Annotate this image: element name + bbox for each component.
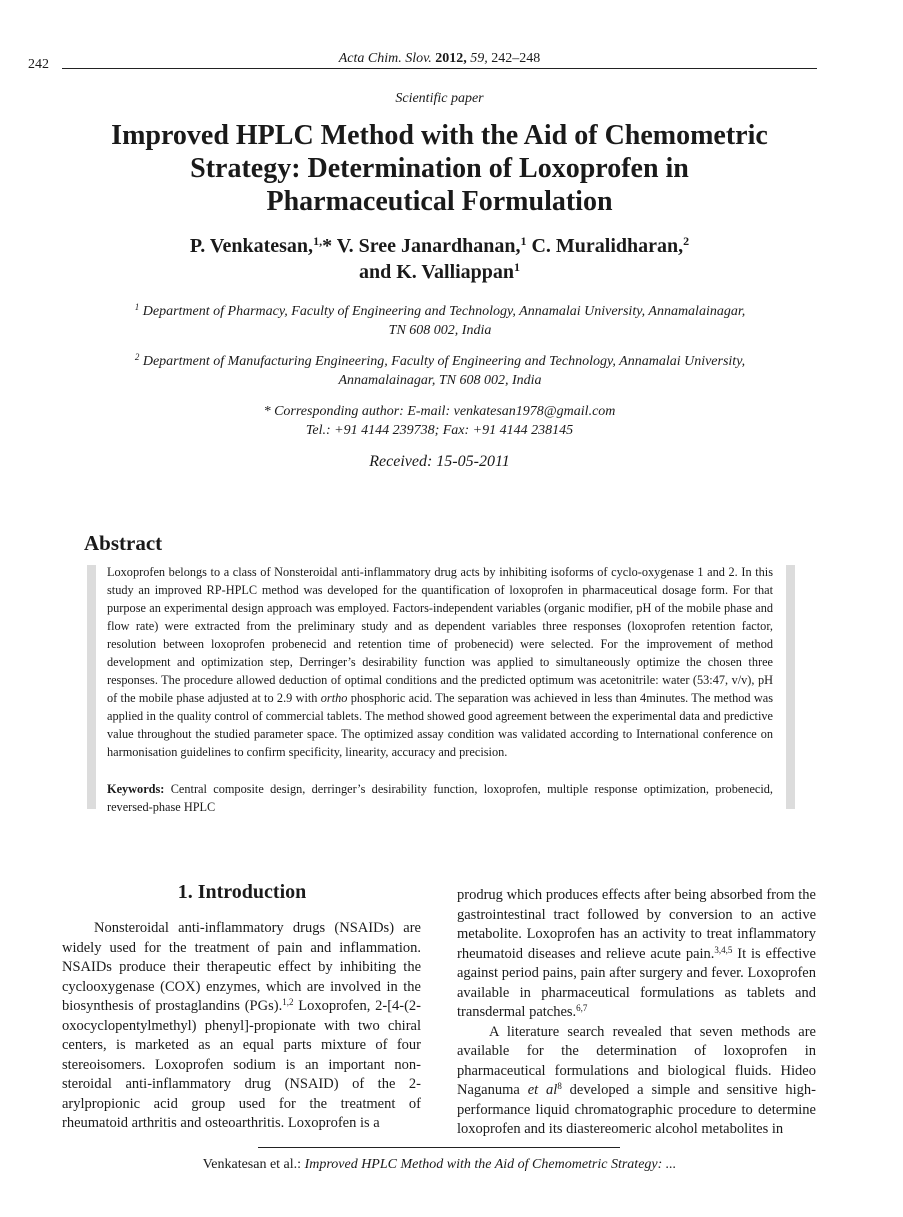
correspondence [62,402,817,440]
page-number: 242 [28,57,49,72]
author-connector: and [358,261,392,283]
paper-title [62,119,817,218]
body-paragraph [62,919,421,1134]
affiliation-line: TN 608 002, India [388,323,492,338]
author-affil-mark: 1 [520,234,527,248]
paragraph-text: It is effective against period pains, pain after surgery and fever. Loxoprofen available in pharmaceutical formulations as tablets and transdermal patches. [457,945,816,1020]
author-name: V. Sree Janardhanan, [336,235,521,257]
citation: 6,7 [576,1003,588,1013]
abstract-text [107,563,773,761]
citation: 8 [557,1081,562,1091]
running-footer [62,1157,817,1173]
header-rule [62,68,817,69]
paragraph-text: prodrug which produces effects after being absorbed from the gastrointestinal tract followed by conversion to an active metabolite. Loxoprofen has an activity to treat inflammatory rheumatoid diseases and relieve acute pain. [457,887,816,962]
paragraph-text: developed a simple and sensitive high-performance liquid chromatographic procedure to determine loxoprofen and its diastereomeric alcohol metabolites in [457,1082,816,1137]
abstract-heading: Abstract [84,531,163,555]
journal-name: Acta Chim. Slov. [338,51,432,66]
title-line: Pharmaceutical Formulation [266,186,613,217]
section-heading: 1. Introduction [177,881,307,903]
journal-volume: 59, [470,51,488,66]
italic-text: et al [527,1082,558,1098]
author-name: P. Venkatesan, [189,235,314,257]
affiliation-line: Annamalainagar, TN 608 002, India [338,373,542,388]
author-affil-mark: 1 [514,260,521,274]
abstract-right-bar [786,565,795,809]
paragraph-text: A literature search revealed that seven methods are available for the determination of loxoprofen in pharmaceutical formulations and biological fluids. Hideo Naganuma [457,1023,816,1098]
author-affil-mark: 1, [313,234,323,248]
received-date: Received: 15-05-2011 [369,453,510,470]
citation: 1,2 [282,997,294,1007]
abstract-text-part: phosphoric acid. The separation was achieved in less than 4minutes. The method was applied in the quality control of commercial tablets. The method showed good agreement between the experimental data and predictive value throughout the studied parameter space. The optimized assay condition was validated according to International conference on harmonisation guidelines to confirm specificity, linearity, accuracy and precision. [107,691,774,759]
keywords-label: Keywords: [107,782,165,796]
abstract-text-part: Loxoprofen belongs to a class of Nonsteroidal anti-inflammatory drug acts by inhibiting isoforms of cyclo-oxygenase 1 and 2. In this study an improved RP-HPLC method was developed for the quantification of loxoprofen in pharmaceutical dosage form. For that purpose an experimental design approach was employed. Factors-independent variables (organic modifier, pH of the mobile phase and flow rate) were extracted from the preliminary study and as dependent variables three responses (loxoprofen retention factor, resolution between loxoprofen probenecid and retention time of probenecid) were selected. For the improvement of method development and optimization step, Derringer’s desirability function was applied to simultaneously optimize the chosen three responses. The procedure allowed deduction of optimal conditions and the predicted optimum was acetonitrile: water (53:47, v/v), pH of the mobile phase adjusted at to 2.9 with [107,565,773,705]
journal-pages: 242–248 [491,51,541,66]
affiliation [100,302,780,340]
right-column [457,886,816,1140]
citation: 3,4,5 [714,944,733,955]
title-line: Strategy: Determination of Loxoprofen in [190,153,689,184]
paragraph-text: Loxoprofen, 2-[4-(2-oxocyclopentylmethyl) phenyl]-propionate with two chiral centers, is marketed as an equal parts mixture of four stereoisomers. Loxoprofen sodium is an important non-steroidal anti-inflammatory drug (NSAID) of the 2-arylpropionic acid group used for the treatment of rheumatoid arthritis and osteoarthritis. Loxoprofen is a [62,998,422,1131]
paragraph-text: Nonsteroidal anti-inflammatory drugs (NSAIDs) are widely used for the treatment of pain and inflammation. NSAIDs produce their therapeutic effect by inhibiting the cyclooxygenase (COX) enzymes, which are involved in the biosynthesis of prostaglandins (PGs). [62,920,421,1014]
left-column [62,919,421,1134]
author-list [62,233,817,285]
running-head [62,51,817,67]
correspondence-email: * Corresponding author: E-mail: venkatesan1978@gmail.com [263,404,616,419]
author-name: K. Valliappan [396,261,515,283]
affiliation-line: Department of Manufacturing Engineering, Faculty of Engineering and Technology, Annamalai University, [142,354,746,369]
author-affil-mark: 2 [683,234,690,248]
keywords [107,780,773,816]
affiliation-line: Department of Pharmacy, Faculty of Engineering and Technology, Annamalai University, Annamalainagar, [142,304,746,319]
body-paragraph [457,886,816,1023]
footer-title: Improved HPLC Method with the Aid of Chemometric Strategy: ... [304,1157,677,1172]
affiliation-number: 1 [134,302,140,312]
footer-rule [258,1147,620,1148]
abstract-italic-word: ortho [320,691,348,705]
corresponding-mark: * [322,235,333,257]
footer-authors: Venkatesan et al.: [202,1157,302,1172]
keywords-list: Central composite design, derringer’s desirability function, loxoprofen, multiple response optimization, probenecid, reversed-phase HPLC [107,782,774,814]
author-name: C. Muralidharan, [531,235,684,257]
affiliation-number: 2 [134,352,140,362]
body-paragraph [457,1023,816,1140]
title-line: Improved HPLC Method with the Aid of Chemometric [111,120,768,151]
affiliation [100,352,780,390]
journal-year: 2012, [435,51,467,66]
paper-type: Scientific paper [395,91,484,106]
abstract-left-bar [87,565,96,809]
correspondence-phone: Tel.: +91 4144 239738; Fax: +91 4144 238145 [305,423,574,438]
